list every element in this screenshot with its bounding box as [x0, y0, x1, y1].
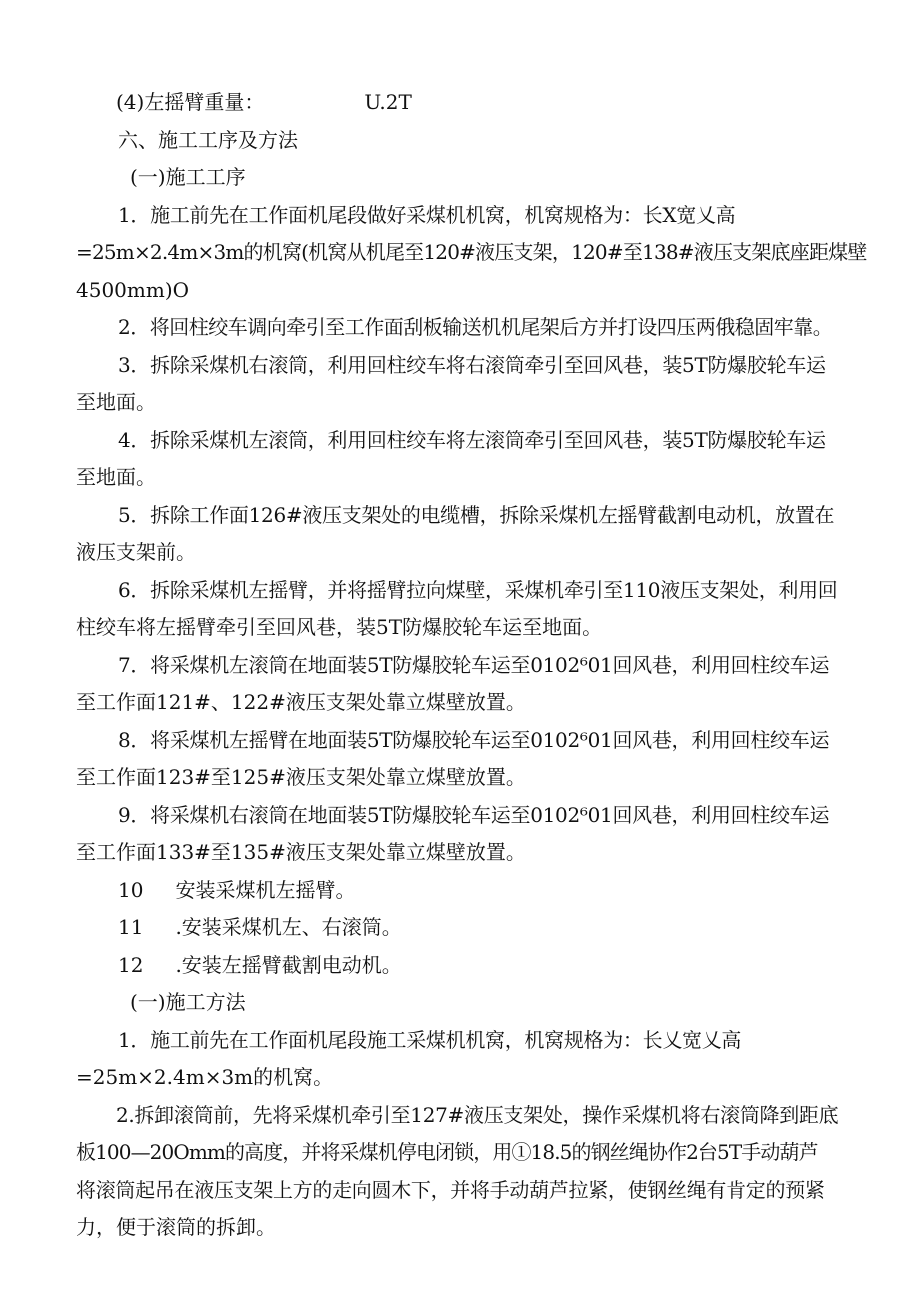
paragraph-line: 1．施工前先在工作面机尾段施工采煤机机窝，机窝规格为：长乂宽乂高	[118, 1028, 742, 1052]
paragraph-line: 4500mm)O	[76, 278, 190, 302]
paragraph-line: 板100—20Omm的高度，并将采煤机停电闭锁，用①18.5的钢丝绳协作2台5T手动葫芦	[76, 1140, 818, 1164]
paragraph-line: 6．拆除采煤机左摇臂，并将摇臂拉向煤壁，采煤机牵引至110液压支架处，利用回	[118, 578, 838, 602]
paragraph-line: 至地面。	[76, 465, 156, 489]
list-item	[118, 913, 402, 941]
paragraph-line: 柱绞车将左摇臂牵引至回风巷，装5T防爆胶轮车运至地面。	[76, 615, 603, 639]
weight-line	[116, 88, 412, 116]
paragraph-line: 4．拆除采煤机左滚筒，利用回柱绞车将左滚筒牵引至回风巷，装5T防爆胶轮车运	[118, 428, 826, 452]
paragraph-line: 至工作面123#至125#液压支架处靠立煤壁放置。	[76, 765, 526, 789]
subsection-heading-method: (一)施工方法	[130, 990, 246, 1014]
paragraph-line: 液压支架前。	[76, 540, 196, 564]
subsection-heading-procedure: (一)施工工序	[130, 165, 246, 189]
list-item	[118, 951, 402, 979]
paragraph-line: 将滚筒起吊在液压支架上方的走向圆木下，并将手动葫芦拉紧，使钢丝绳有肯定的预紧	[76, 1178, 825, 1202]
paragraph-line: =25m×2.4m×3m的机窝(机窝从机尾至120#液压支架，120#至138#液压支架底座距煤壁	[76, 240, 867, 264]
list-item	[118, 876, 355, 904]
paragraph-line: 力，便于滚筒的拆卸。	[76, 1215, 276, 1239]
paragraph-line: 3．拆除采煤机右滚筒，利用回柱绞车将右滚筒牵引至回风巷，装5T防爆胶轮车运	[118, 353, 826, 377]
paragraph-line: 9．将采煤机右滚筒在地面装5T防爆胶轮车运至0102⁶01回风巷，利用回柱绞车运	[118, 803, 830, 827]
list-item-text: .安装左摇臂截割电动机。	[175, 953, 402, 977]
paragraph-line: 5．拆除工作面126#液压支架处的电缆槽，拆除采煤机左摇臂截割电动机，放置在	[118, 503, 835, 527]
paragraph-line: 7．将采煤机左滚筒在地面装5T防爆胶轮车运至0102⁶01回风巷，利用回柱绞车运	[118, 653, 830, 677]
paragraph-line: 至工作面121#、122#液压支架处靠立煤壁放置。	[76, 690, 526, 714]
list-item-number: 10	[118, 878, 144, 902]
list-item-number: 11	[118, 915, 144, 939]
weight-label: (4)左摇臂重量：	[116, 90, 265, 114]
list-item-text: .安装采煤机左、右滚筒。	[175, 915, 402, 939]
weight-value: U.2T	[364, 90, 412, 114]
paragraph-line: 至地面。	[76, 390, 156, 414]
paragraph-line: 1．施工前先在工作面机尾段做好采煤机机窝，机窝规格为：长X宽乂高	[118, 203, 736, 227]
paragraph-line: 至工作面133#至135#液压支架处靠立煤壁放置。	[76, 840, 526, 864]
section-heading: 六、施工工序及方法	[118, 128, 298, 152]
list-item-text: 安装采煤机左摇臂。	[175, 878, 356, 902]
paragraph-line: 8．将采煤机左摇臂在地面装5T防爆胶轮车运至0102⁶01回风巷，利用回柱绞车运	[118, 728, 830, 752]
list-item-number: 12	[118, 953, 144, 977]
paragraph-line: 2.拆卸滚筒前，先将采煤机牵引至127#液压支架处，操作采煤机将右滚筒降到距底	[116, 1103, 839, 1127]
paragraph-line: =25m×2.4m×3m的机窝。	[76, 1065, 334, 1089]
paragraph-line: 2．将回柱绞车调向牵引至工作面刮板输送机机尾架后方并打设四压两俄稳固牢靠。	[118, 315, 833, 339]
